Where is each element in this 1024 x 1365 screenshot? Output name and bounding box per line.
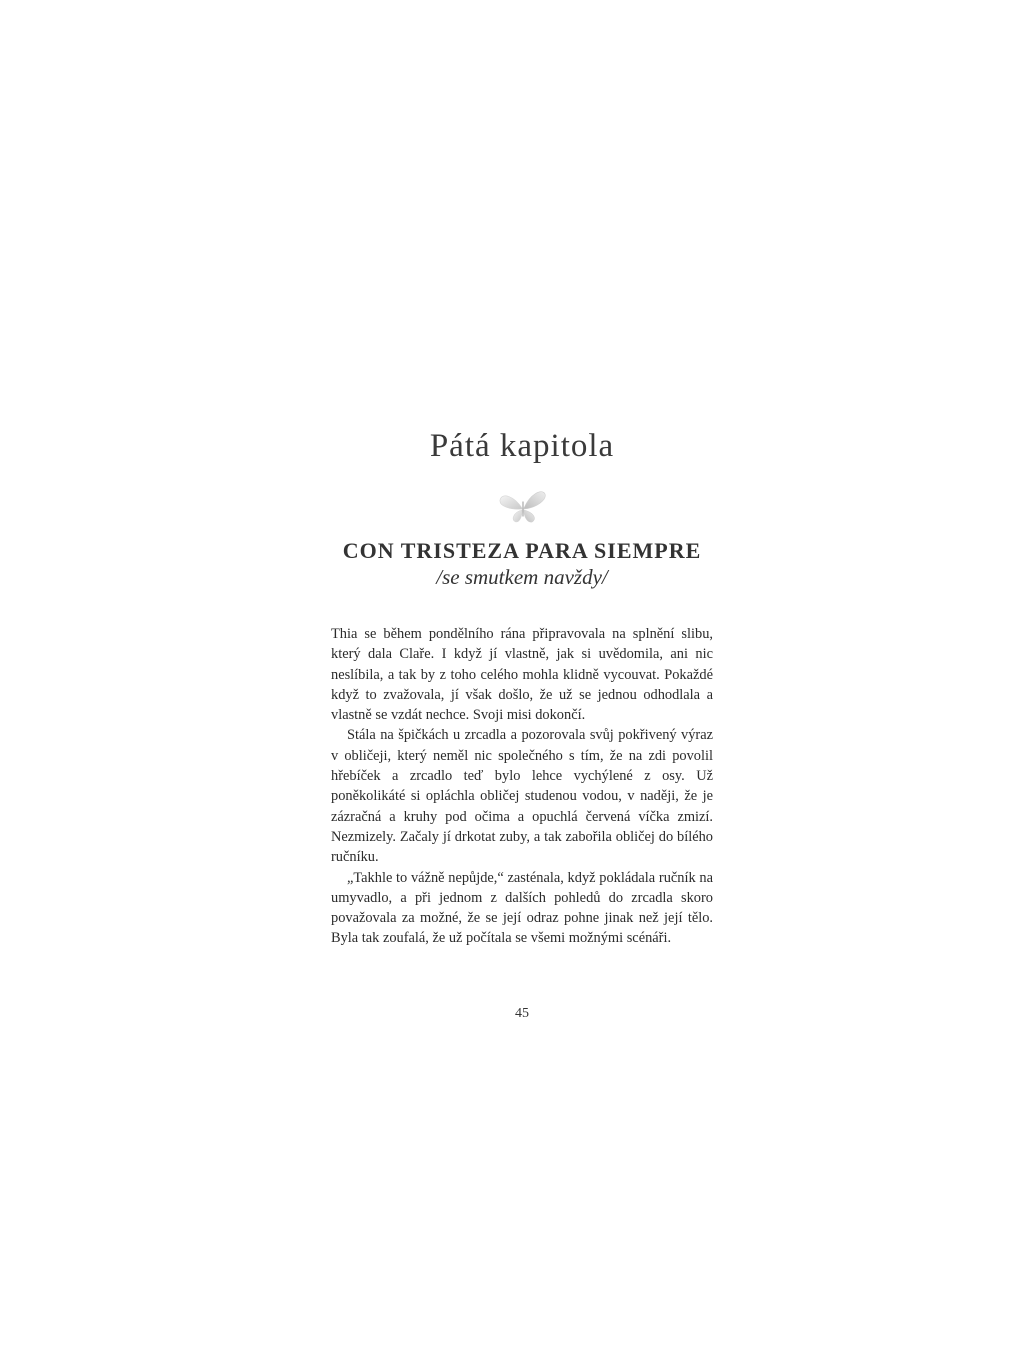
paragraph: Thia se během pondělního rána připravovala na splnění slibu, který dala Claře. I když jí vlastně, jak si uvědomila, ani nic neslíbila, a tak by z toho celého mohla klidně vycouvat. Pokaždé když to zvažovala, jí však došlo, že už se jednou odhodlala a vlastně se vzdát nechce. Svoji misi dokončí. [331, 626, 713, 724]
chapter-body [331, 624, 713, 949]
chapter-subtitle-translation: /se smutkem navždy/ [436, 565, 608, 589]
chapter-subtitle: CON TRISTEZA PARA SIEMPRE [342, 538, 702, 563]
butterfly-icon [496, 486, 550, 526]
paragraph: „Takhle to vážně nepůjde,“ zasténala, když pokládala ručník na umyvadlo, a při jednom z dalších pohledů do zrcadla skoro považovala za možné, že se její odraz pohne jinak než její tělo. Byla tak zoufalá, že už počítala se všemi možnými scénáři. [331, 869, 713, 947]
page-number: 45 [515, 1006, 529, 1021]
chapter-title: Pátá kapitola [429, 428, 615, 464]
paragraph: Stála na špičkách u zrcadla a pozorovala svůj pokřivený výraz v obličeji, který neměl nic společného s tím, že na zdi povolil hřebíček a zrcadlo teď bylo lehce vychýlené z osy. Už poněkolikáté si opláchla obličej studenou vodou, v naději, že je zázračná a kruhy pod očima a opuchlá červená víčka zmizí. Nezmizely. Začaly jí drkotat zuby, a tak zabořila obličej do bílého ručníku. [331, 727, 713, 866]
